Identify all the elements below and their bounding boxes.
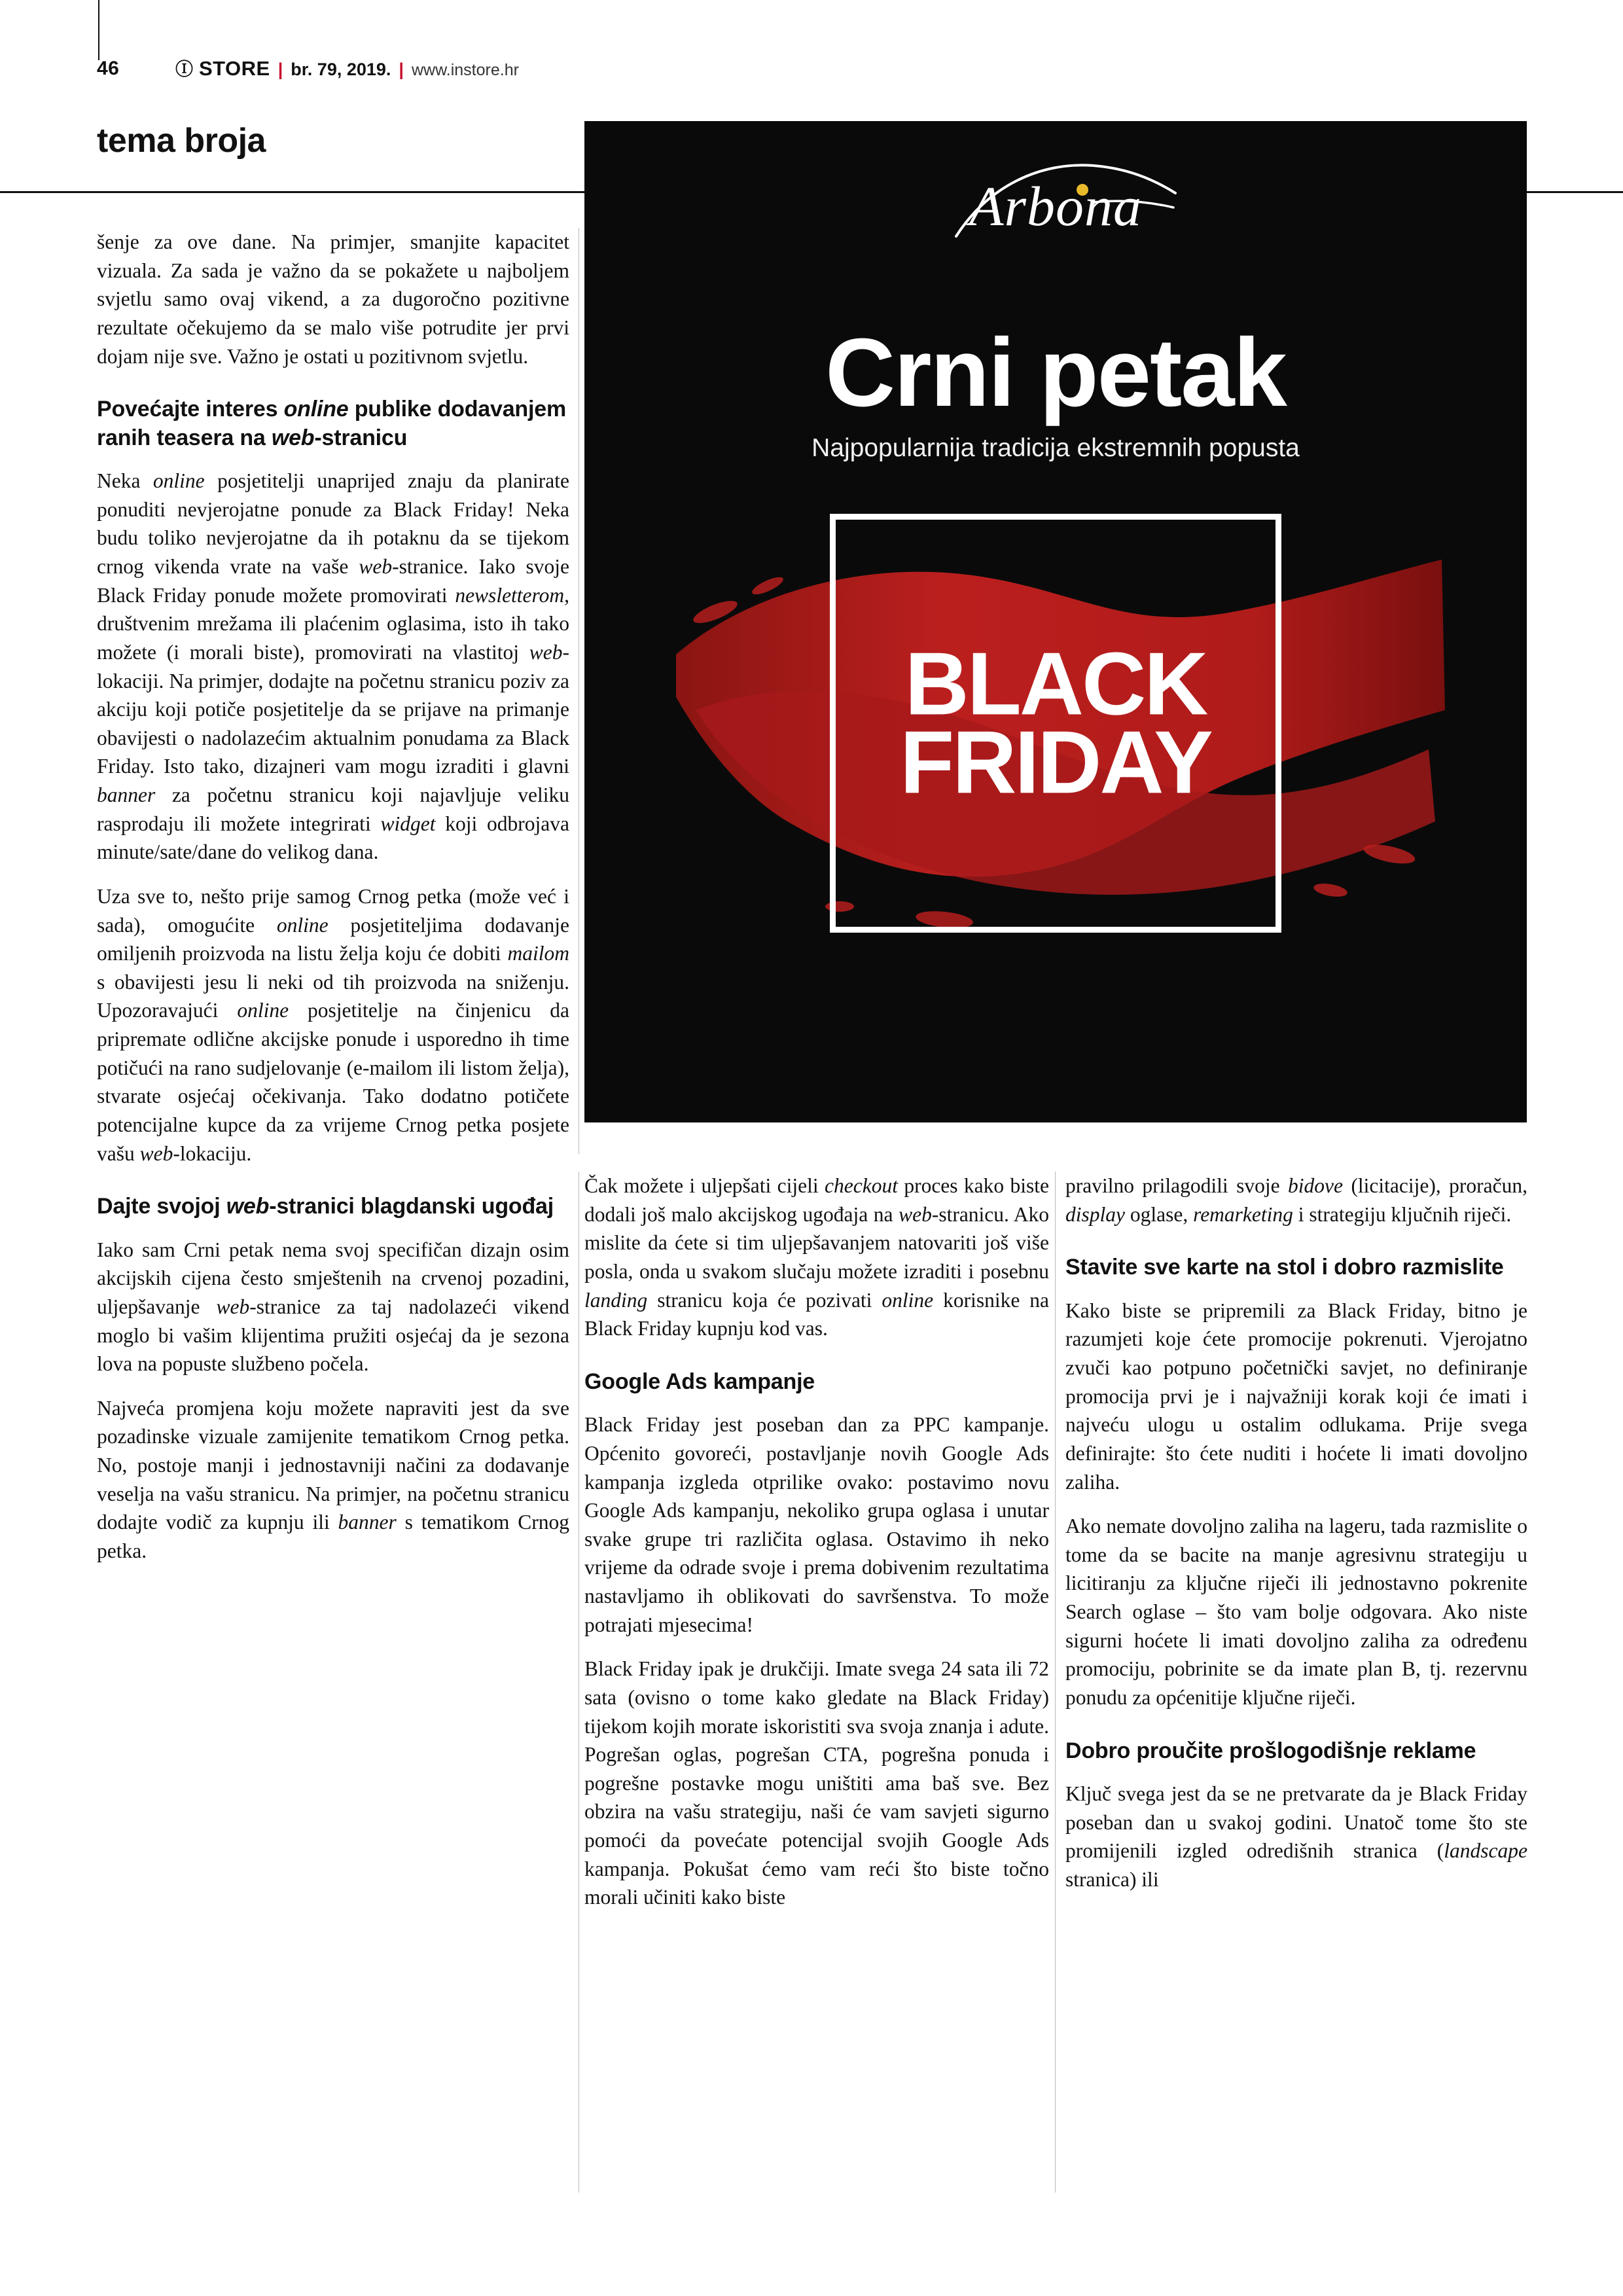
subheading-stavite-sve-karte: Stavite sve karte na stol i dobro razmislite <box>1065 1255 1504 1280</box>
arbona-brand-logo <box>918 155 1193 279</box>
masthead-issue: br. 79, 2019. <box>291 60 391 79</box>
body-column-3 <box>1065 1172 1527 1894</box>
masthead <box>175 55 519 81</box>
paragraph: Neka online posjetitelji unaprijed znaju da planirate ponuditi nevjerojatne ponude za Black Friday! Neka budu toliko nevjerojatne da ih potaknu da se tijekom crnog vikenda vrate na vaše web-stranice. Iako svoje Black Friday ponude možete promovirati newsletterom, društvenim mrežama ili plaćenim oglasima, isto ih tako možete (i morali biste), promovirati na vlastitoj web-lokaciji. Na primjer, dodajte na početnu stranicu poziv za akciju koji potiče posjetitelje da se prijave na primanje obavijesti o nadolazećim aktualnim ponudama za Black Friday. Isto tako, dizajneri vam mogu izraditi i glavni banner za početnu stranicu koji najavljuje veliku rasprodaju ili možete integrirati widget koji odbrojava minute/sate/dane do velikog dana. <box>97 469 569 864</box>
body-column-2 <box>584 1172 1049 1912</box>
section-title: tema broja <box>97 122 266 160</box>
paragraph: Najveća promjena koju možete napraviti jest da sve pozadinske vizuale zamijenite tematikom Crnog petka. No, postoje manji i jednostavniji načini za dodavanje veselja na vašu stranicu. Na primjer, na početnu stranicu dodajte vodič za kupnju ili banner s tematikom Crnog petka. <box>97 1396 569 1562</box>
ad-subheadline: Najpopularnija tradicija ekstremnih popusta <box>812 434 1300 462</box>
paragraph: Ako nemate dovoljno zaliha na lageru, tada razmislite o tome da se bacite na manje agresivnu strategiju u licitiranju za ključne riječi ili jednostavno pokrenite Search oglase – što vam bolje odgovara. Ako niste sigurni hoćete li imati dovoljno zaliha za određenu promociju, pobrinite se da imate plan B, tj. rezervnu ponudu za općenitije ključne riječi. <box>1065 1515 1527 1709</box>
paragraph: šenje za ove dane. Na primjer, smanjite kapacitet vizuala. Za sada je važno da se pokažete u najboljem svjetlu samo ovaj vikend, a za dugoročno pozitivne rezultate očekujemo da se malo više potrudite jer prvi dojam nije sve. Važno je ostati u pozitivnom svjetlu. <box>97 230 569 368</box>
paragraph: Black Friday ipak je drukčiji. Imate svega 24 sata ili 72 sata (ovisno o tome kako gledate na Black Friday) tijekom kojih morate iskoristiti sva svoja znanja i adute. Pogrešan oglas, pogrešan CTA, pogrešna ponuda i pogrešne postavke mogu uništiti ama baš sve. Bez obzira na vašu strategiju, naši će vam savjeti sigurno pomoći da povećate potencijal svojih Google Ads kampanja. Pokušat ćemo vam reći što biste točno morali učiniti kako biste <box>584 1657 1049 1909</box>
page-number: 46 <box>97 58 120 79</box>
paragraph: Kako biste se pripremili za Black Friday, bitno je razumjeti koje ćete promocije pokrenuti. Vjerojatno zvuči kao potpuno početnički savjet, no definiranje promocija prvi je i najvažniji korak koji će imati i najveću ulogu u ostalim odlukama. Prije svega definirajte: što ćete nuditi i hoćete li imati dovoljno zaliha. <box>1065 1299 1527 1494</box>
subheading-google-ads-kampanje: Google Ads kampanje <box>584 1369 815 1394</box>
paragraph: Čak možete i uljepšati cijeli checkout proces kako biste dodali još malo akcijskog ugođaja na web-stranicu. Ako mislite da ćete si tim uljepšavanjem natovariti još više posla, onda u svakom slučaju možete izraditi i posebnu landing stranicu koja će pozivati online korisnike na Black Friday kupnju kod vas. <box>584 1174 1050 1340</box>
ad-inner <box>584 121 1527 1122</box>
arbona-brand-name: Arbona <box>969 175 1142 238</box>
masthead-title: STORE <box>199 57 270 80</box>
paragraph: pravilno prilagodili svoje bidove (licitacije), proračun, display oglase, remarketing i strategiju ključnih riječi. <box>1065 1174 1527 1226</box>
subheading-proslogodisnje-reklame: Dobro proučite prošlogodišnje reklame <box>1065 1738 1476 1763</box>
poster-line-1: BLACK <box>904 634 1207 734</box>
advertisement-image <box>584 121 1527 1122</box>
paragraph: Iako sam Crni petak nema svoj specifičan dizajn osim akcijskih cijena često smještenih na crvenoj pozadini, uljepšavanje web-stranice za taj nadolazeći vikend moglo bi vašim klijentima pružiti osjećaj da je sezona lova na popuste službeno počela. <box>97 1238 569 1376</box>
black-friday-lockup <box>840 634 1272 812</box>
subheading-blagdanski-ugodaj: Dajte svojoj web-stranici blagdanski ugođaj <box>97 1194 554 1219</box>
paragraph: Ključ svega jest da se ne pretvarate da je Black Friday poseban dan u svakoj godini. Unatoč tome što ste promijenili izgled odredišnih stranica (landscape stranica) ili <box>1065 1782 1527 1891</box>
poster-frame <box>830 514 1281 933</box>
paragraph: Uza sve to, nešto prije samog Crnog petka (može već i sada), omogućite online posjetiteljima dodavanje omiljenih proizvoda na listu želja koju će dobiti mailom s obavijesti jesu li neki od tih proizvoda na sniženju. Upozoravajući online posjetitelje na činjenicu da pripremate odlične akcijske ponude i usporedno ih time potičući na rano sudjelovanje (e-mailom ili listom želja), stvarate osjećaj očekivanja. Tako dodatno potičete potencijalne kupce da za vrijeme Crnog petka posjete vašu web-lokaciju. <box>97 884 569 1165</box>
ad-headline: Crni petak <box>825 319 1286 427</box>
masthead-separator-2: | <box>399 60 404 79</box>
header-vertical-rule <box>98 0 99 60</box>
instore-logo-icon: Ⓘ <box>175 60 192 79</box>
body-column-1 <box>97 228 569 1566</box>
column-divider-2 <box>1055 1172 1056 2193</box>
masthead-separator-1: | <box>277 60 283 79</box>
masthead-website: www.instore.hr <box>411 61 519 79</box>
poster-line-2: FRIDAY <box>900 712 1211 812</box>
paragraph: Black Friday jest poseban dan za PPC kampanje. Općenito govoreći, postavljanje novih Google Ads kampanja izgleda otprilike ovako: postavimo novu Google Ads kampanju, nekoliko grupa oglasa i unutar svake grupe tri različita oglasa. Ostavimo ih neko vrijeme da odrade svoje i prema dobivenim rezultatima nastavljamo ih oblikovati do savršenstva. To može potrajati mjesecima! <box>584 1413 1049 1636</box>
subheading-online-teaseri: Povećajte interes online publike dodavanjem ranih teasera na web-stranicu <box>97 397 566 450</box>
